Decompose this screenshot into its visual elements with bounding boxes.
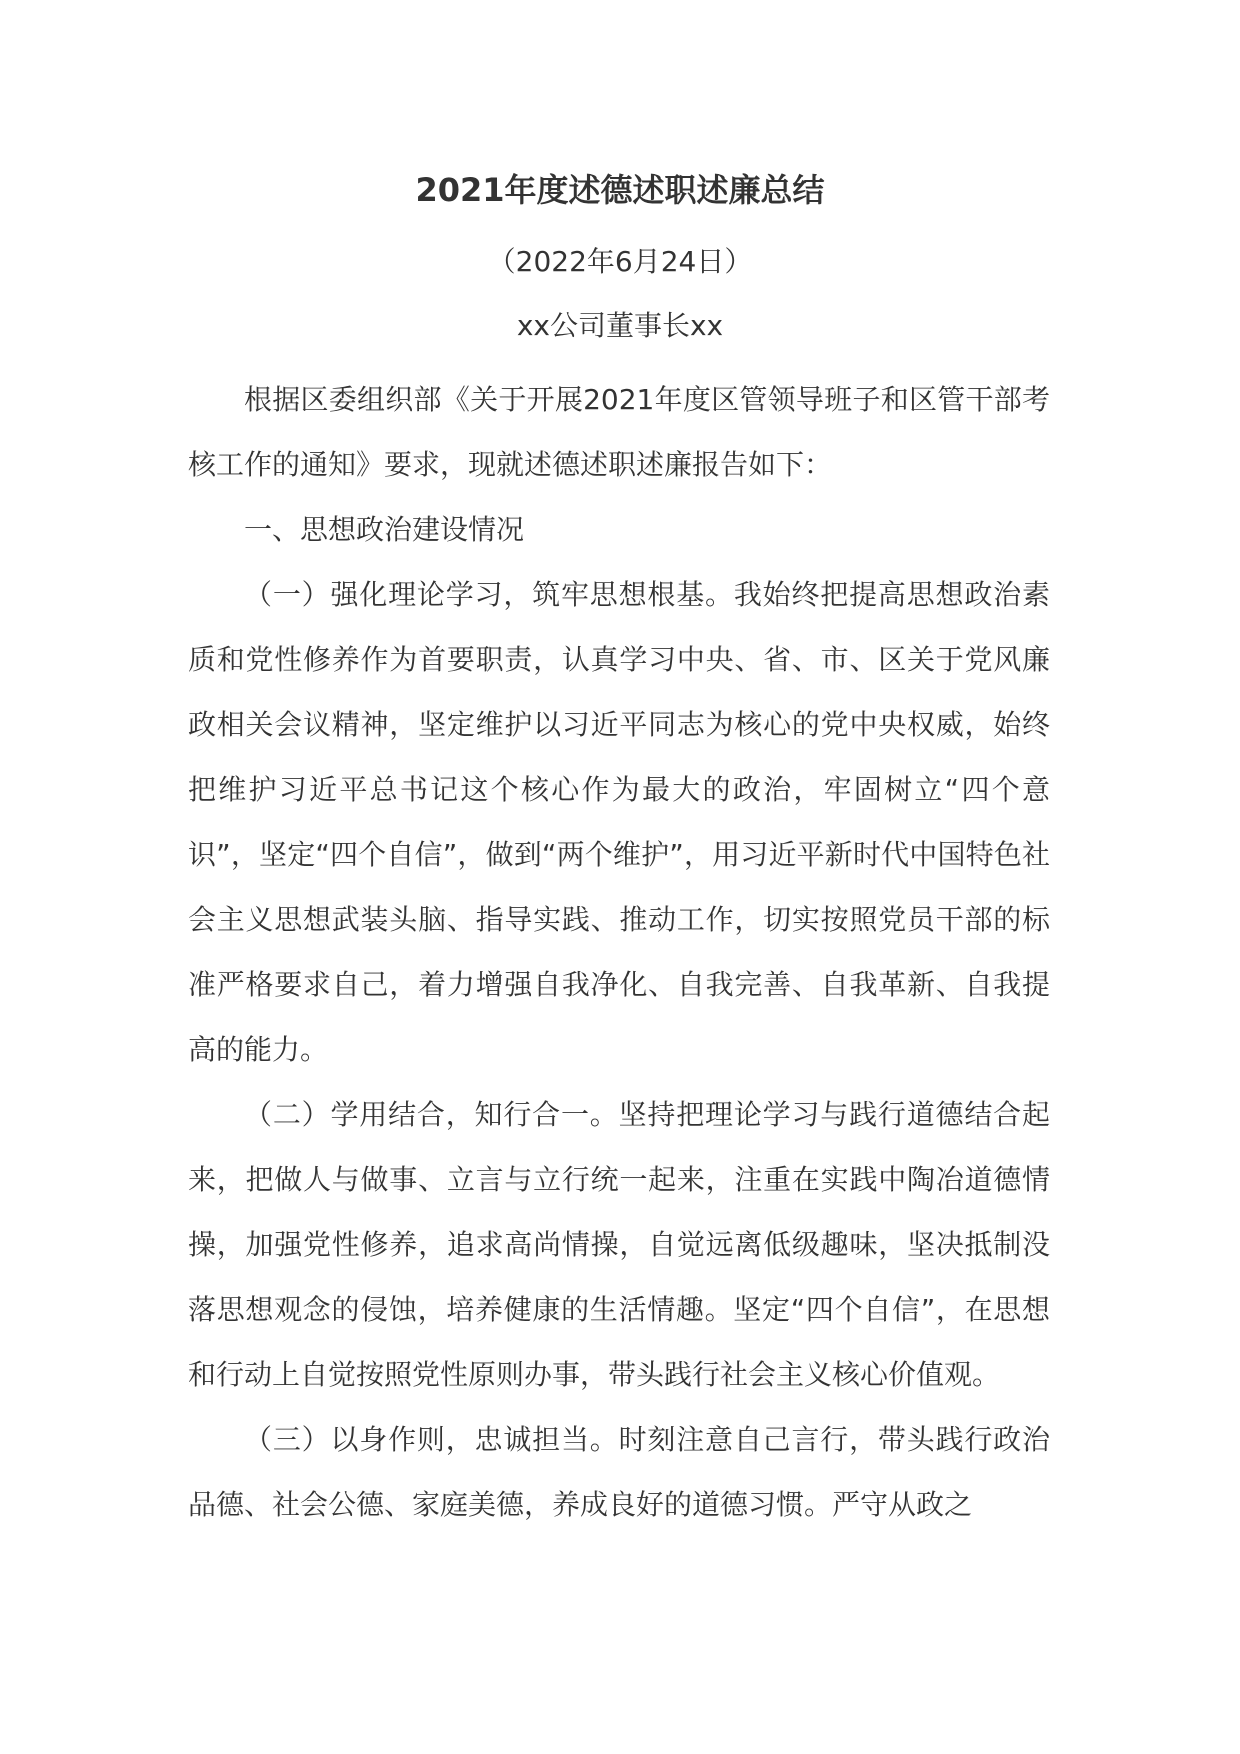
paragraph-intro: 根据区委组织部《关于开展2021年度区管领导班子和区管干部考核工作的通知》要求，现就述德述职述廉报告如下： xyxy=(188,383,1050,481)
paragraph-2: （二）学用结合，知行合一。坚持把理论学习与践行道德结合起来，把做人与做事、立言与立行统一起来，注重在实践中陶冶道德情操，加强党性修养，追求高尚情操，自觉远离低级趣味，坚决抵制没落思想观念的侵蚀，培养健康的生活情趣。坚定“四个自信”，在思想和行动上自觉按照党性原则办事，带头践行社会主义核心价值观。 xyxy=(188,1098,1050,1391)
document-date: （2022年6月24日） xyxy=(487,245,753,278)
document-author: xx公司董事长xx xyxy=(516,309,724,342)
document-body xyxy=(188,367,1050,1537)
document-title: 2021年度述德述职述廉总结 xyxy=(415,171,825,209)
section-heading-1: 一、思想政治建设情况 xyxy=(244,513,525,546)
paragraph-1: （一）强化理论学习，筑牢思想根基。我始终把提高思想政治素质和党性修养作为首要职责，认真学习中央、省、市、区关于党风廉政相关会议精神，坚定维护以习近平同志为核心的党中央权威，始终把维护习近平总书记这个核心作为最大的政治，牢固树立“四个意识”，坚定“四个自信”，做到“两个维护”，用习近平新时代中国特色社会主义思想武装头脑、指导实践、推动工作，切实按照党员干部的标准严格要求自己，着力增强自我净化、自我完善、自我革新、自我提高的能力。 xyxy=(188,578,1050,1066)
paragraph-3: （三）以身作则，忠诚担当。时刻注意自己言行，带头践行政治品德、社会公德、家庭美德，养成良好的道德习惯。严守从政之 xyxy=(188,1423,1050,1521)
